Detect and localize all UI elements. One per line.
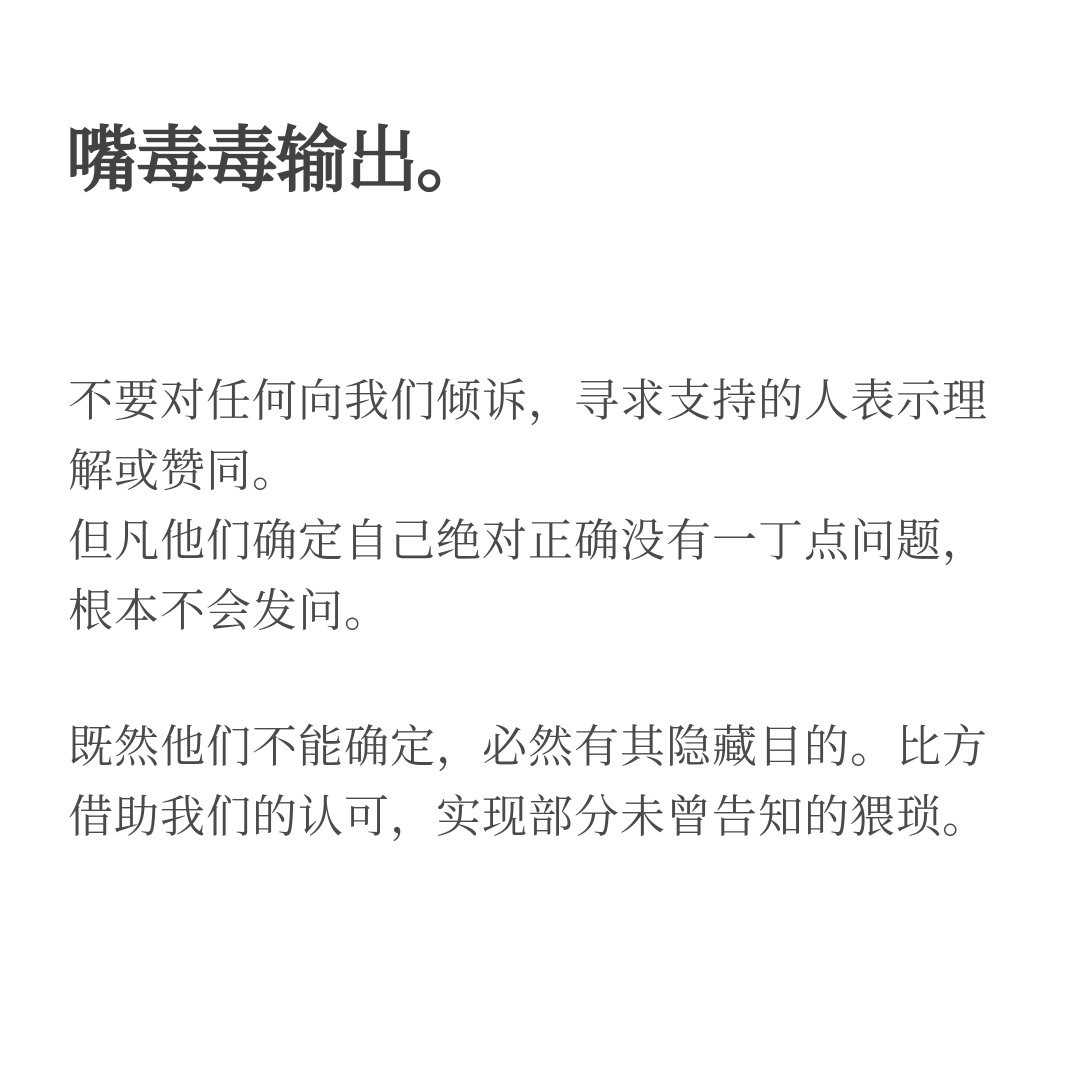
text-line: 解或赞同。 (68, 445, 299, 496)
text-line: 根本不会发问。 (68, 585, 391, 636)
paragraph-2 (68, 712, 1028, 852)
text-line: 不要对任何向我们倾诉，寻求支持的人表示理 (68, 375, 989, 426)
body-text (68, 366, 1028, 852)
paragraph-1 (68, 366, 1028, 646)
text-line: 借助我们的认可，实现部分未曾告知的猥琐。 (68, 791, 989, 842)
text-line: 既然他们不能确定，必然有其隐藏目的。比方 (68, 721, 989, 772)
page-title: 嘴毒毒输出。 (66, 121, 487, 201)
text-line: 但凡他们确定自己绝对正确没有一丁点问题， (68, 515, 989, 566)
